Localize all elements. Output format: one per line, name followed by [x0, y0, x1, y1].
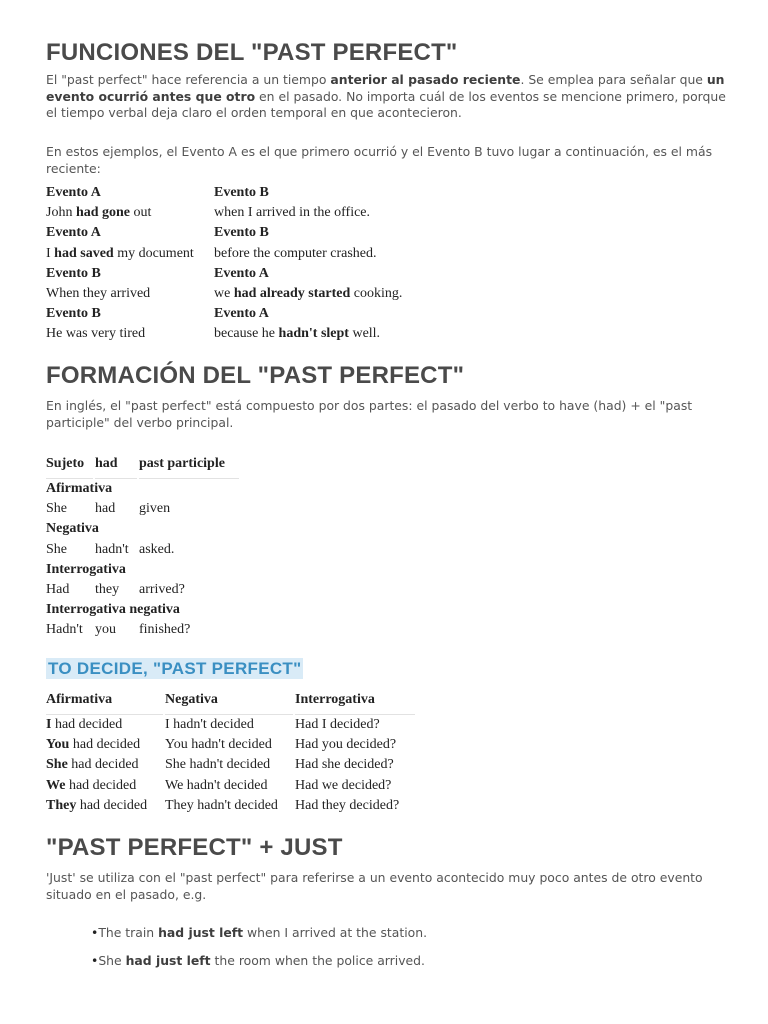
table-row — [46, 755, 415, 775]
table-row — [46, 223, 402, 243]
text-span: when I arrived in the office. — [214, 205, 371, 221]
bullet-icon: • — [91, 952, 99, 968]
verb-bold: had just left — [158, 925, 244, 940]
interrogative-cell: Had they decided? — [295, 797, 400, 813]
negative-cell: They hadn't decided — [165, 797, 278, 813]
event-label: Evento B — [46, 265, 101, 281]
pronoun-bold: She — [46, 757, 68, 773]
text-span: . Se emplea para señalar que — [520, 72, 707, 87]
pronoun-bold: They — [46, 797, 77, 813]
event-cell — [46, 324, 212, 344]
paragraph-formacion: En inglés, el "past perfect" está compuesto por dos partes: el pasado del verbo to have (had) + el "past participle" del verbo principal. — [46, 398, 693, 430]
bold-span: anterior al pasado reciente — [330, 72, 521, 87]
event-label: Evento A — [46, 185, 101, 201]
bullet-icon: • — [91, 925, 99, 940]
heading-to-decide: TO DECIDE, "PAST PERFECT" — [48, 659, 302, 678]
interrogative-cell: Had we decided? — [295, 777, 392, 793]
table-cell: finished? — [139, 622, 191, 638]
text-span: When they arrived — [46, 286, 151, 302]
paragraph-funciones-examples: En estos ejemplos, el Evento A es el que primero ocurrió y el Evento B tuvo lugar a continuación, es el más reciente: — [46, 144, 713, 176]
column-header: past participle — [139, 450, 239, 479]
section-just — [46, 834, 343, 862]
text-span: had decided — [67, 757, 139, 773]
table-row — [46, 183, 402, 203]
formation-table — [44, 450, 241, 641]
table-row — [46, 540, 239, 560]
heading-funciones: FUNCIONES DEL "PAST PERFECT" — [46, 39, 458, 66]
interrogative-cell: Had she decided? — [295, 757, 394, 773]
affirmative-cell — [46, 755, 163, 775]
table-row — [46, 284, 402, 304]
verb-bold: had already started — [233, 286, 351, 302]
event-cell — [46, 203, 212, 223]
event-label: Evento A — [214, 265, 269, 281]
negative-cell: We hadn't decided — [165, 777, 268, 793]
verb-bold: hadn't slept — [278, 326, 349, 342]
text-span: had decided — [51, 717, 123, 733]
text-span: because he — [214, 326, 279, 342]
column-header: Negativa — [165, 686, 293, 715]
table-cell: She — [46, 541, 67, 557]
text-span: El "past perfect" hace referencia a un tiempo — [46, 72, 331, 87]
verb-bold: had saved — [54, 245, 114, 261]
bold-span: un evento ocurrió antes que otro — [46, 72, 725, 104]
text-span: John — [46, 205, 76, 221]
interrogative-cell: Had I decided? — [295, 717, 380, 733]
list-item — [91, 953, 427, 969]
pronoun-bold: I — [46, 717, 52, 733]
table-cell: Hadn't — [46, 622, 83, 638]
text-span: She — [98, 952, 126, 968]
section-formacion — [46, 362, 464, 390]
group-row — [46, 600, 239, 620]
table-row — [46, 796, 415, 816]
heading-just: "PAST PERFECT" + JUST — [46, 834, 343, 861]
section-funciones — [46, 39, 458, 67]
text-span: en el pasado. No importa cuál de los eventos se mencione primero, porque el tiempo verbal deja claro el orden temporal en que acontecieron. — [46, 88, 726, 120]
event-cell — [46, 284, 212, 304]
text-span: before the computer crashed. — [214, 245, 377, 261]
verb-bold: had just left — [125, 952, 211, 968]
table-cell: asked. — [139, 541, 175, 557]
group-label: Interrogativa — [46, 561, 126, 577]
text-span: the room when the police arrived. — [210, 952, 425, 968]
event-cell — [214, 284, 402, 304]
examples-list — [91, 925, 427, 969]
column-header: had — [95, 450, 137, 479]
column-header: Sujeto — [46, 450, 93, 479]
text-span: out — [130, 205, 152, 221]
column-header: Afirmativa — [46, 686, 163, 715]
text-span: had decided — [65, 777, 137, 793]
table-row — [46, 715, 415, 735]
group-label: Negativa — [46, 521, 99, 537]
text-span: I — [46, 245, 55, 261]
text-span: cooking. — [350, 286, 403, 302]
interrogative-cell: Had you decided? — [295, 737, 397, 753]
text-span: when I arrived at the station. — [243, 925, 428, 940]
paragraph-funciones-intro — [46, 72, 732, 122]
table-row — [46, 735, 415, 755]
group-label: Interrogativa negativa — [46, 602, 180, 618]
negative-cell: You hadn't decided — [165, 737, 272, 753]
table-row — [46, 203, 402, 223]
text-span: The train — [98, 925, 159, 940]
table-cell: given — [139, 501, 171, 517]
text-span: He was very tired — [46, 326, 146, 342]
affirmative-cell — [46, 776, 163, 796]
header-row — [46, 450, 239, 479]
text-span: well. — [348, 326, 381, 342]
table-row — [46, 776, 415, 796]
table-row — [46, 244, 402, 264]
events-table — [44, 183, 404, 345]
table-cell: She — [46, 501, 67, 517]
negative-cell: I hadn't decided — [165, 717, 254, 733]
header-row — [46, 686, 415, 715]
event-label: Evento A — [214, 306, 269, 322]
column-header: Interrogativa — [295, 686, 415, 715]
text-span: my document — [113, 245, 194, 261]
affirmative-cell — [46, 715, 163, 735]
group-row — [46, 479, 239, 499]
event-label: Evento A — [46, 225, 101, 241]
event-label: Evento B — [214, 185, 269, 201]
to-decide-table — [44, 686, 417, 816]
table-row — [46, 264, 402, 284]
table-cell: hadn't — [95, 541, 129, 557]
table-cell: had — [95, 501, 116, 517]
table-cell: they — [95, 582, 120, 598]
text-span: had decided — [69, 737, 141, 753]
negative-cell: She hadn't decided — [165, 757, 271, 773]
group-row — [46, 519, 239, 539]
heading-formacion: FORMACIÓN DEL "PAST PERFECT" — [46, 362, 465, 389]
pronoun-bold: You — [46, 737, 70, 753]
affirmative-cell — [46, 735, 163, 755]
table-cell: Had — [46, 582, 70, 598]
table-cell: you — [95, 622, 116, 638]
verb-bold: had gone — [75, 205, 131, 221]
pronoun-bold: We — [46, 777, 66, 793]
group-label: Afirmativa — [46, 481, 113, 497]
event-cell — [46, 244, 212, 264]
event-label: Evento B — [214, 225, 269, 241]
event-cell — [214, 203, 402, 223]
event-label: Evento B — [46, 306, 101, 322]
paragraph-just: 'Just' se utiliza con el "past perfect" para referirse a un evento acontecido muy poco antes de otro evento situado en el pasado, e.g. — [46, 870, 703, 902]
table-cell: arrived? — [139, 582, 185, 598]
table-row — [46, 620, 239, 640]
text-span: had decided — [76, 797, 148, 813]
affirmative-cell — [46, 796, 163, 816]
table-row — [46, 324, 402, 344]
list-item — [91, 925, 427, 941]
event-cell — [214, 244, 402, 264]
table-row — [46, 304, 402, 324]
table-row — [46, 580, 239, 600]
section-to-decide — [46, 658, 303, 679]
text-span: we — [214, 286, 234, 302]
event-cell — [214, 324, 402, 344]
table-row — [46, 499, 239, 519]
group-row — [46, 560, 239, 580]
